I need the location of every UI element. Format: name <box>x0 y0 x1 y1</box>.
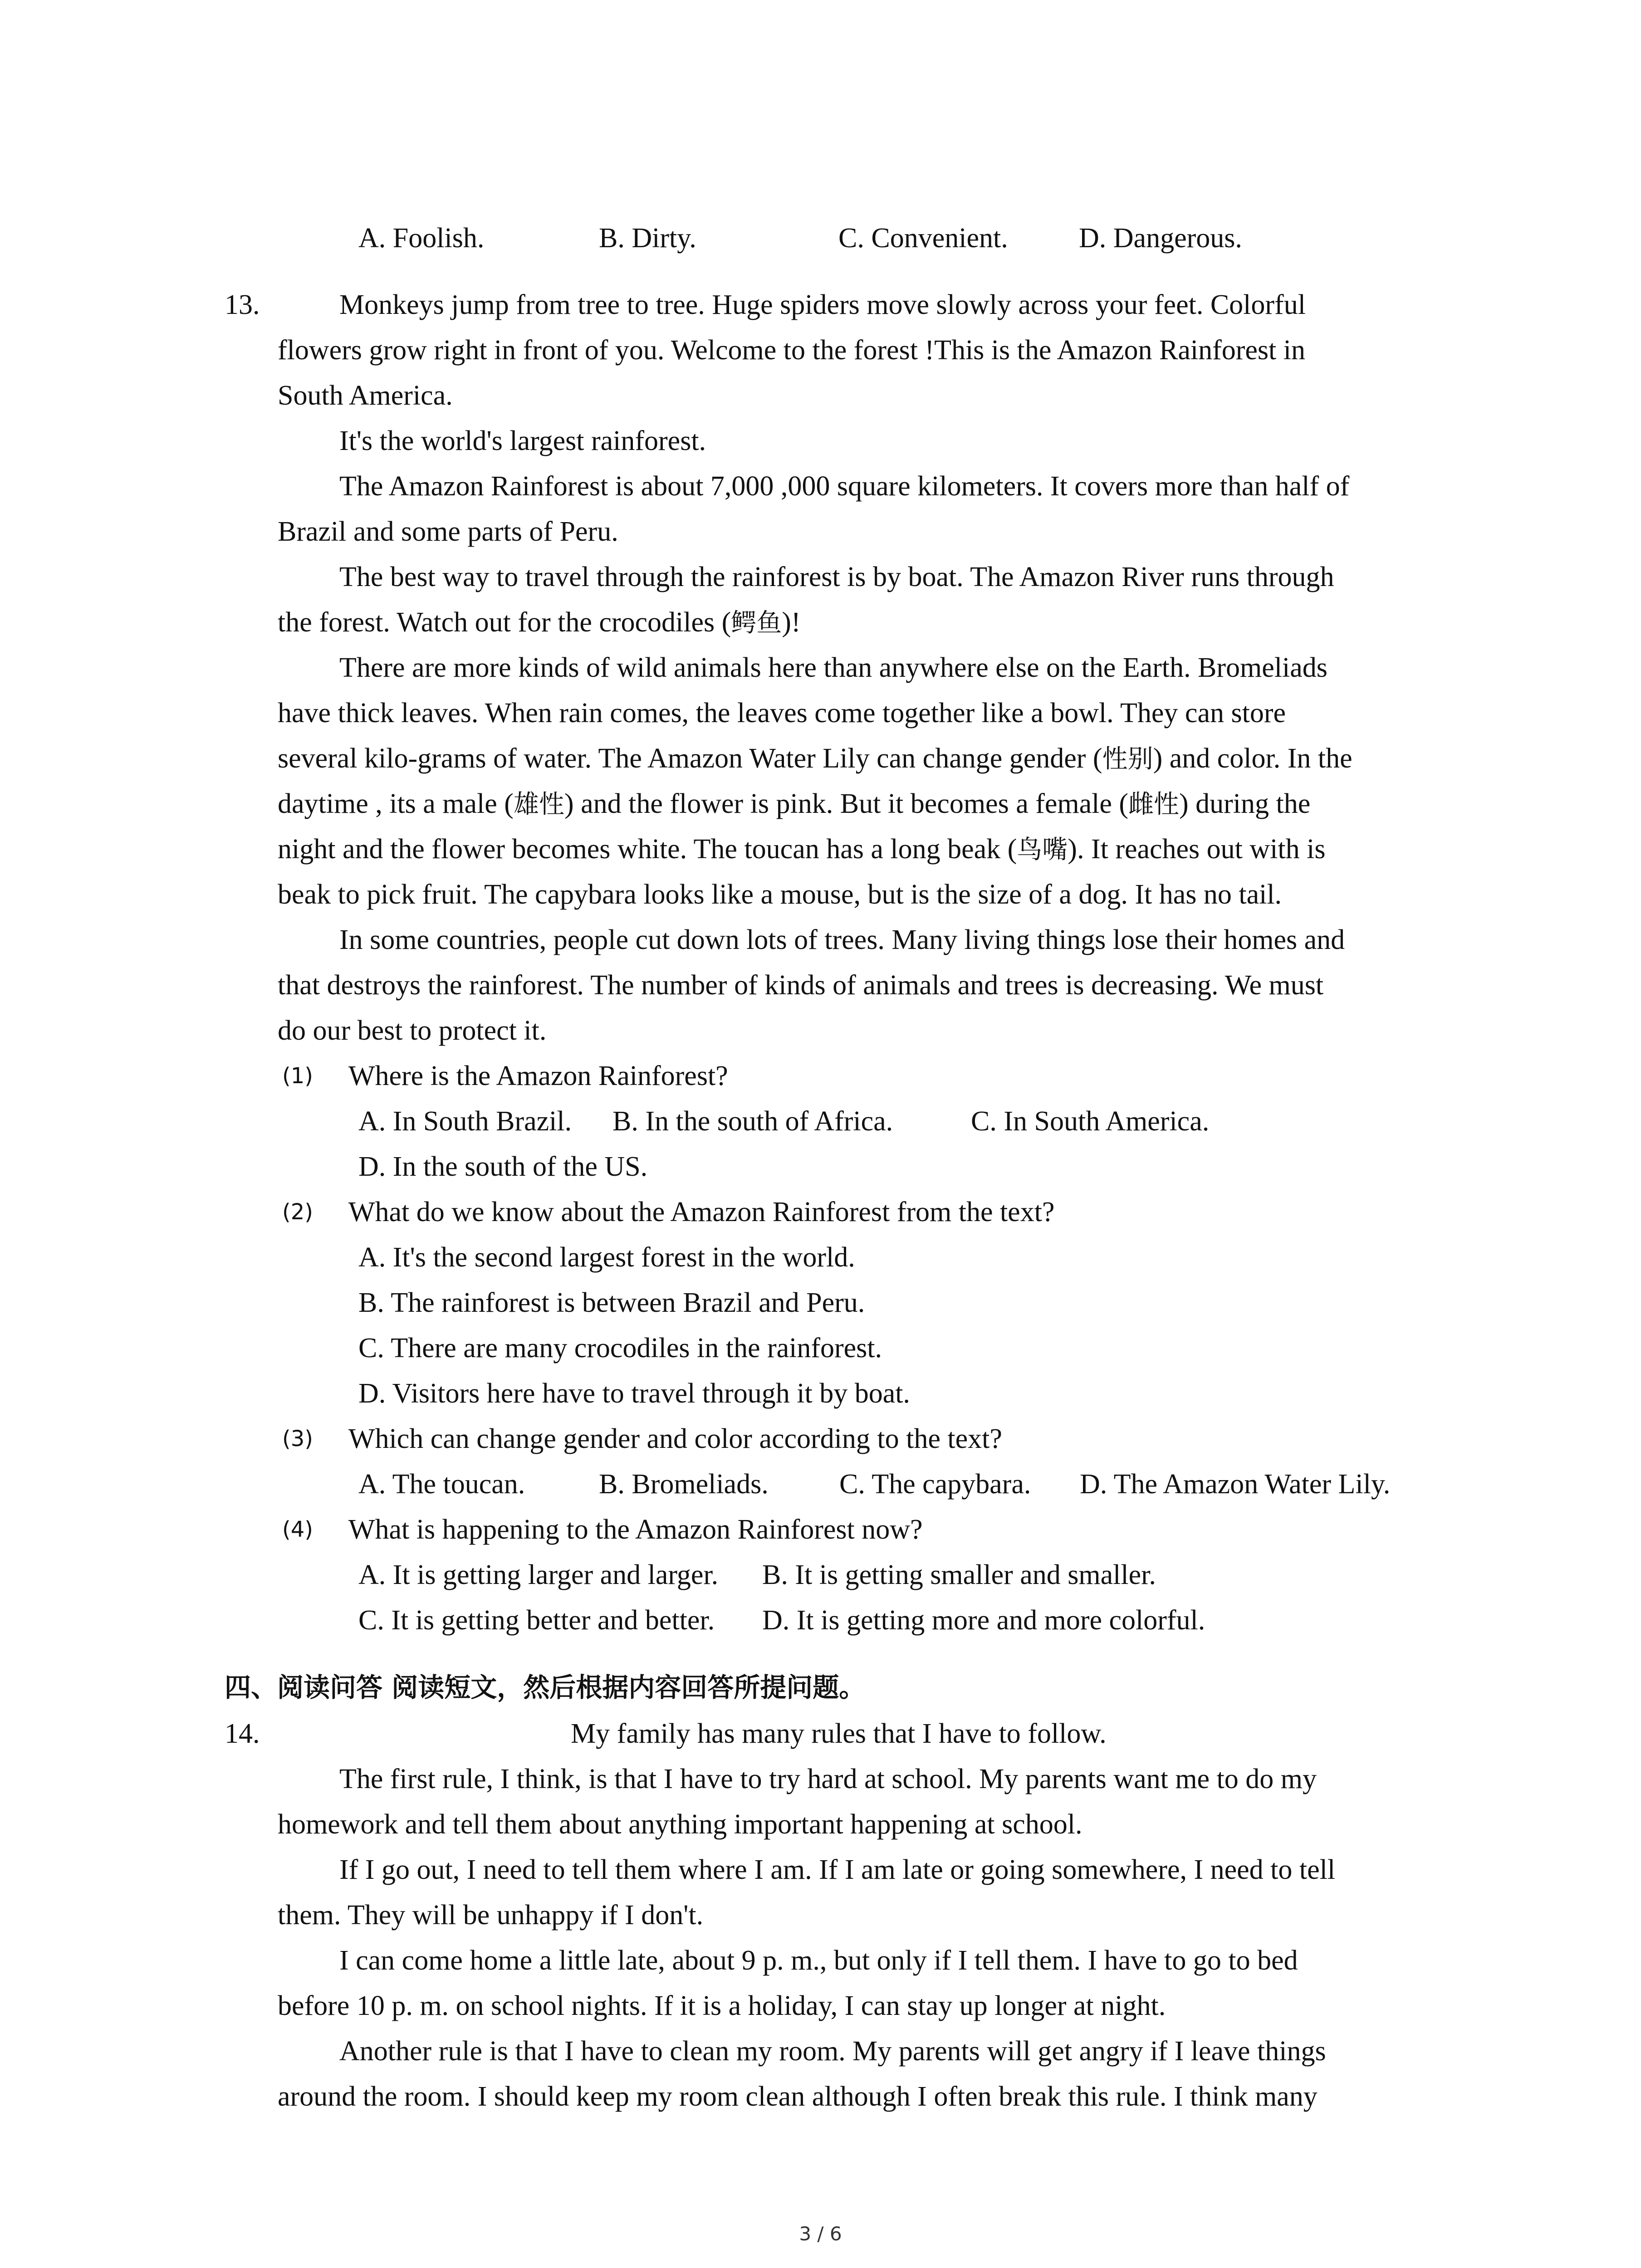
option-a: A. In South Brazil. <box>358 1106 572 1137</box>
option-c: C. In South America. <box>971 1106 1210 1137</box>
cjk-gloss: 鳄鱼 <box>731 608 782 638</box>
question-number-14: 14. <box>225 1718 260 1749</box>
passage-line <box>278 826 1325 873</box>
option-c: C. It is getting better and better. <box>358 1605 715 1636</box>
text-run: ) during the <box>1179 788 1311 819</box>
cjk-gloss: 雄性 <box>513 790 564 819</box>
passage-line: have thick leaves. When rain comes, the leaves come together like a bowl. They can store <box>278 698 1286 728</box>
text-run: ). It reaches out with is <box>1068 834 1326 865</box>
subquestion-text: What is happening to the Amazon Rainforest now? <box>348 1514 923 1545</box>
passage-line: beak to pick fruit. The capybara looks like a mouse, but is the size of a dog. It has no tail. <box>278 879 1282 910</box>
subquestion-number: (3) <box>282 1426 313 1452</box>
option-c: C. The capybara. <box>839 1469 1031 1500</box>
option-b: B. Dirty. <box>599 223 696 254</box>
option-d: D. In the south of the US. <box>358 1151 648 1182</box>
subquestion-text: What do we know about the Amazon Rainforest from the text? <box>348 1197 1055 1227</box>
cjk-gloss: 性别 <box>1102 744 1153 774</box>
passage-line: In some countries, people cut down lots of trees. Many living things lose their homes and <box>339 924 1345 955</box>
option-b: B. In the south of Africa. <box>612 1106 893 1137</box>
subquestion-number: (2) <box>282 1199 313 1225</box>
option-d: D. It is getting more and more colorful. <box>762 1605 1205 1636</box>
passage-line: Monkeys jump from tree to tree. Huge spiders move slowly across your feet. Colorful <box>339 289 1306 320</box>
option-c: C. There are many crocodiles in the rainforest. <box>358 1333 882 1364</box>
text-run: night and the flower becomes white. The toucan has a long beak ( <box>278 834 1017 865</box>
passage-line: The first rule, I think, is that I have to try hard at school. My parents want me to do my <box>339 1764 1317 1794</box>
prev-options-row <box>358 215 1242 261</box>
section-heading: 四、阅读问答 阅读短文，然后根据内容回答所提问题。 <box>225 1672 866 1703</box>
text-run: ) and color. In the <box>1153 743 1352 774</box>
subquestion-number: (4) <box>282 1517 313 1542</box>
option-b: B. The rainforest is between Brazil and Peru. <box>358 1287 865 1318</box>
passage-line: Another rule is that I have to clean my room. My parents will get angry if I leave things <box>339 2036 1326 2067</box>
passage-line: The best way to travel through the rainforest is by boat. The Amazon River runs through <box>339 562 1334 592</box>
passage-line: If I go out, I need to tell them where I am. If I am late or going somewhere, I need to tell <box>339 1854 1336 1885</box>
passage-line: It's the world's largest rainforest. <box>339 425 706 456</box>
passage-line: them. They will be unhappy if I don't. <box>278 1900 704 1931</box>
passage-line: There are more kinds of wild animals here than anywhere else on the Earth. Bromeliads <box>339 652 1327 683</box>
passage-line: South America. <box>278 380 453 411</box>
options-row <box>358 1099 1209 1144</box>
passage-line <box>278 781 1310 827</box>
option-d: D. Visitors here have to travel through it by boat. <box>358 1378 910 1409</box>
option-a: A. It is getting larger and larger. <box>358 1559 719 1590</box>
passage-line: that destroys the rainforest. The number of kinds of animals and trees is decreasing. We must <box>278 970 1324 1001</box>
passage-title: My family has many rules that I have to follow. <box>571 1718 1107 1749</box>
passage-line: Brazil and some parts of Peru. <box>278 516 618 547</box>
passage-line <box>278 736 1352 782</box>
page-number: 3 / 6 <box>799 2223 842 2245</box>
passage-line: before 10 p. m. on school nights. If it is a holiday, I can stay up longer at night. <box>278 1990 1166 2021</box>
passage-line: I can come home a little late, about 9 p. m., but only if I tell them. I have to go to bed <box>339 1945 1298 1976</box>
options-row <box>358 1461 1390 1507</box>
text-run: )! <box>782 607 801 638</box>
passage-line: homework and tell them about anything important happening at school. <box>278 1809 1083 1840</box>
option-a: A. Foolish. <box>358 223 485 254</box>
text-run: daytime , its a male ( <box>278 788 514 819</box>
text-run: the forest. Watch out for the crocodiles ( <box>278 607 731 638</box>
text-run: several kilo-grams of water. The Amazon Water Lily can change gender ( <box>278 743 1102 774</box>
option-a: A. The toucan. <box>358 1469 525 1500</box>
subquestion-number: (1) <box>282 1063 313 1089</box>
cjk-gloss: 鸟嘴 <box>1017 835 1068 865</box>
options-row <box>358 1598 1205 1643</box>
cjk-gloss: 雌性 <box>1128 790 1180 819</box>
subquestion-text: Which can change gender and color according to the text? <box>348 1423 1002 1454</box>
option-a: A. It's the second largest forest in the world. <box>358 1242 855 1273</box>
options-row <box>358 1552 1156 1598</box>
passage-line: flowers grow right in front of you. Welcome to the forest !This is the Amazon Rainforest in <box>278 335 1305 366</box>
option-b: B. Bromeliads. <box>599 1469 769 1500</box>
subquestion-text: Where is the Amazon Rainforest? <box>348 1061 728 1091</box>
question-number-13: 13. <box>225 289 260 320</box>
option-d: D. Dangerous. <box>1079 223 1242 254</box>
passage-line: The Amazon Rainforest is about 7,000 ,000 square kilometers. It covers more than half of <box>339 471 1350 502</box>
passage-line: do our best to protect it. <box>278 1015 547 1046</box>
option-c: C. Convenient. <box>838 223 1008 254</box>
passage-line <box>278 600 801 646</box>
passage-line: around the room. I should keep my room clean although I often break this rule. I think many <box>278 2081 1318 2112</box>
option-b: B. It is getting smaller and smaller. <box>762 1559 1156 1590</box>
option-d: D. The Amazon Water Lily. <box>1080 1469 1391 1500</box>
text-run: ) and the flower is pink. But it becomes a female ( <box>564 788 1129 819</box>
